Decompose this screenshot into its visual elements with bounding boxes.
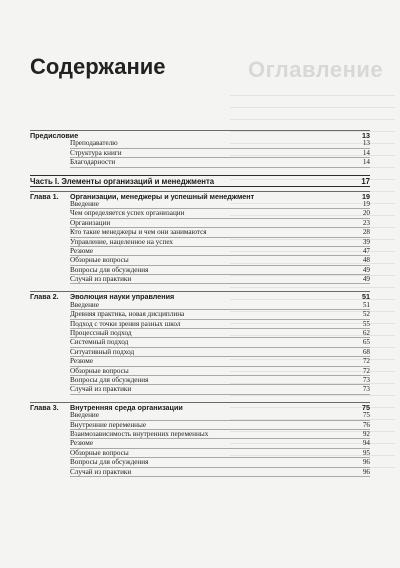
toc-entry-label: Обзорные вопросы (70, 366, 129, 375)
toc-page-number: 49 (362, 265, 370, 274)
toc-entry-label: Благодарности (70, 158, 116, 167)
toc-entry-label: Случай из практики (70, 275, 132, 284)
toc-page-number: 52 (362, 310, 370, 319)
toc-item[interactable] (30, 200, 370, 209)
toc-item[interactable] (30, 219, 370, 228)
toc-item[interactable] (30, 385, 370, 394)
toc-page-number: 95 (362, 448, 370, 457)
toc-entry-label: Обзорные вопросы (70, 448, 129, 457)
toc-item[interactable] (30, 139, 370, 148)
toc-entry-label: Вопросы для обсуждения (70, 375, 149, 384)
toc-entry-label: Эволюция науки управления (70, 292, 175, 302)
toc-page-number: 23 (362, 218, 370, 227)
toc-entry-label: Кто такие менеджеры и чем они занимаются (70, 228, 207, 237)
toc-entry-label: Чем определяется успех организации (70, 209, 185, 218)
toc-entry-label: Резюме (70, 439, 94, 448)
toc-entry-label: Подход с точки зрения разных школ (70, 319, 181, 328)
toc-entry-label: Преподавателю (70, 139, 118, 148)
toc-entry-label: Введение (70, 199, 99, 208)
toc-page-number: 13 (362, 131, 370, 140)
toc-entry-label: Системный подход (70, 338, 129, 347)
toc-page-number: 13 (362, 139, 370, 148)
toc-entry-label: Древняя практика, новая дисциплина (70, 310, 185, 319)
toc-item[interactable] (30, 348, 370, 357)
toc-chapter-1[interactable] (30, 191, 370, 200)
toc-entry-label: Случай из практики (70, 385, 132, 394)
toc-entry-label: Резюме (70, 357, 94, 366)
chapter-number: Глава 3. (30, 402, 59, 412)
toc-page-number: 17 (361, 176, 370, 186)
toc-item[interactable] (30, 266, 370, 275)
toc-page-number: 73 (362, 385, 370, 394)
toc-page-number: 72 (362, 357, 370, 366)
toc-entry-label: Случай из практики (70, 467, 132, 476)
toc-page-number: 51 (362, 292, 370, 302)
toc-page-number: 19 (362, 191, 370, 201)
toc-page-number: 47 (362, 246, 370, 255)
toc-page-number: 51 (362, 300, 370, 309)
toc-page-number: 55 (362, 319, 370, 328)
toc-page-number: 14 (362, 148, 370, 157)
toc-page-number: 76 (362, 420, 370, 429)
toc-item[interactable] (30, 329, 370, 338)
toc-entry-label: Управление, нацеленное на успех (70, 237, 174, 246)
toc-entry-label: Внутренние переменные (70, 420, 147, 429)
toc-preface[interactable] (30, 130, 370, 139)
toc-chapter-3[interactable] (30, 402, 370, 411)
toc-item[interactable] (30, 449, 370, 458)
toc-item[interactable] (30, 468, 370, 477)
toc-item[interactable] (30, 301, 370, 310)
toc-item[interactable] (30, 421, 370, 430)
toc-page-number: 62 (362, 329, 370, 338)
toc-page-number: 92 (362, 429, 370, 438)
toc-page-number: 20 (362, 209, 370, 218)
toc-item[interactable] (30, 367, 370, 376)
bleed-through-title: Оглавление (248, 57, 384, 82)
toc-item[interactable] (30, 430, 370, 439)
toc-entry-label: Резюме (70, 246, 94, 255)
toc-page-number: 96 (362, 467, 370, 476)
toc-page-number: 72 (362, 366, 370, 375)
toc-entry-label: Предисловие (30, 131, 79, 140)
toc-chapter-2[interactable] (30, 291, 370, 300)
toc-entry-label: Вопросы для обсуждения (70, 265, 149, 274)
toc-item[interactable] (30, 439, 370, 448)
toc-page-number: 65 (362, 338, 370, 347)
table-of-contents (30, 130, 370, 477)
toc-page-number: 73 (362, 375, 370, 384)
toc-page-number: 39 (362, 237, 370, 246)
toc-item[interactable] (30, 256, 370, 265)
toc-item[interactable] (30, 338, 370, 347)
page-title: Содержание (30, 54, 166, 79)
toc-entry-label: Вопросы для обсуждения (70, 458, 149, 467)
toc-entry-label: Взаимозависимость внутренних переменных (70, 429, 209, 438)
toc-item[interactable] (30, 149, 370, 158)
toc-part-1[interactable] (30, 175, 370, 187)
chapter-number: Глава 1. (30, 191, 59, 201)
toc-page-number: 96 (362, 458, 370, 467)
toc-entry-label: Введение (70, 300, 99, 309)
toc-page-number: 48 (362, 256, 370, 265)
toc-item[interactable] (30, 320, 370, 329)
toc-item[interactable] (30, 228, 370, 237)
toc-item[interactable] (30, 376, 370, 385)
toc-page-number: 94 (362, 439, 370, 448)
toc-entry-label: Структура книги (70, 148, 122, 157)
toc-page-number: 14 (362, 158, 370, 167)
toc-page-number: 75 (362, 402, 370, 412)
toc-entry-label: Процессный подход (70, 329, 132, 338)
toc-page-number: 68 (362, 347, 370, 356)
toc-item[interactable] (30, 275, 370, 284)
toc-item[interactable] (30, 310, 370, 319)
toc-entry-label: Часть I. Элементы организаций и менеджмента (30, 176, 215, 186)
toc-item[interactable] (30, 458, 370, 467)
toc-page-number: 75 (362, 411, 370, 420)
toc-entry-label: Организации, менеджеры и успешный менеджмент (70, 191, 255, 201)
toc-entry-label: Обзорные вопросы (70, 256, 129, 265)
chapter-number: Глава 2. (30, 292, 59, 302)
toc-page-number: 49 (362, 275, 370, 284)
toc-page-number: 19 (362, 199, 370, 208)
toc-item[interactable] (30, 247, 370, 256)
toc-item[interactable] (30, 411, 370, 420)
toc-page-number: 28 (362, 228, 370, 237)
toc-entry-label: Внутренняя среда организации (70, 402, 183, 412)
toc-item[interactable] (30, 238, 370, 247)
toc-item[interactable] (30, 158, 370, 167)
toc-entry-label: Ситуативный подход (70, 347, 135, 356)
toc-entry-label: Введение (70, 411, 99, 420)
toc-item[interactable] (30, 357, 370, 366)
toc-entry-label: Организации (70, 218, 111, 227)
toc-item[interactable] (30, 209, 370, 218)
